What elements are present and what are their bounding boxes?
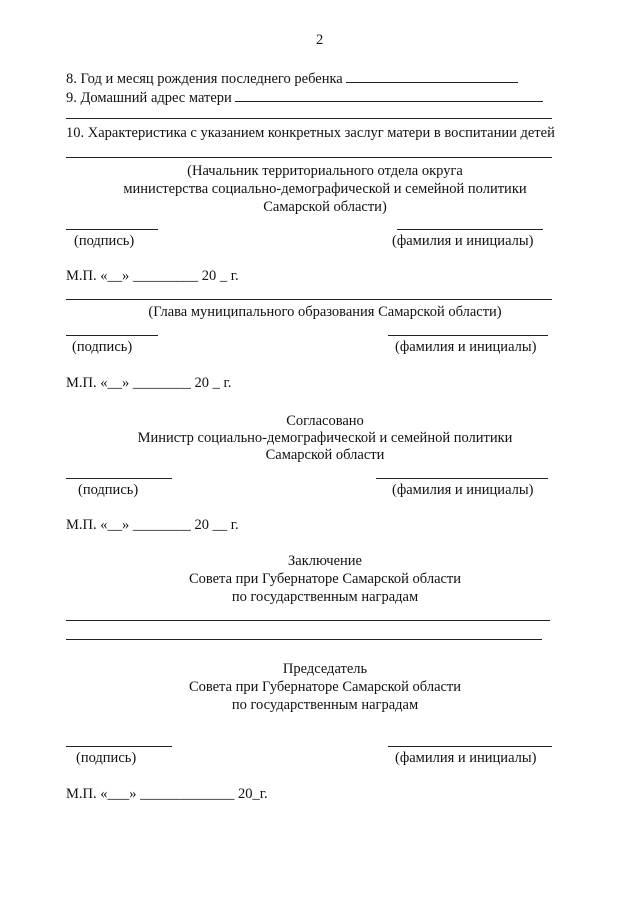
block4-line2: Совета при Губернаторе Самарской области (188, 571, 462, 587)
item-8-label: 8. Год и месяц рождения последнего ребенка (66, 70, 518, 88)
signature-line-4 (66, 746, 172, 747)
name-label-3: (фамилия и инициалы) (392, 482, 534, 498)
item-10-line (66, 157, 552, 158)
block3-line1: Согласовано (286, 413, 364, 429)
mp-line-4: М.П. «___» _____________ 20_г. (66, 786, 268, 802)
item-10-label: 10. Характеристика с указанием конкретных заслуг матери в воспитании детей (66, 125, 555, 141)
page-number: 2 (316, 32, 324, 48)
name-label-2: (фамилия и инициалы) (395, 339, 537, 355)
block1-line3: Самарской области) (263, 199, 387, 215)
conclusion-line-2 (66, 639, 542, 640)
item-9-blank (235, 89, 543, 102)
conclusion-line-1 (66, 620, 550, 621)
block1-line2: министерства социально-демографической и семейной политики (123, 181, 527, 197)
block2-title: (Глава муниципального образования Самарской области) (148, 304, 502, 320)
name-label-4: (фамилия и инициалы) (395, 750, 537, 766)
name-label-1: (фамилия и инициалы) (392, 233, 534, 249)
name-line-4 (388, 746, 552, 747)
signature-line-2 (66, 335, 158, 336)
block4-line1: Заключение (288, 553, 362, 569)
block3-line3: Самарской области (265, 447, 385, 463)
block3-line2: Министр социально-демографической и семейной политики (137, 430, 513, 446)
block1-line1: (Начальник территориального отдела округа (187, 163, 463, 179)
mp-line-2: М.П. «__» ________ 20 _ г. (66, 375, 232, 391)
name-line-1 (397, 229, 543, 230)
block5-line3: по государственным наградам (231, 697, 419, 713)
mp-line-3: М.П. «__» ________ 20 __ г. (66, 517, 239, 533)
item-9-continuation-line (66, 118, 552, 119)
item-8-blank (346, 70, 518, 83)
signature-label-2: (подпись) (72, 339, 133, 355)
signature-label-3: (подпись) (78, 482, 139, 498)
signature-label-1: (подпись) (74, 233, 135, 249)
item-9-label: 9. Домашний адрес матери (66, 89, 543, 107)
signature-line-3 (66, 478, 172, 479)
mp-line-1: М.П. «__» _________ 20 _ г. (66, 268, 239, 284)
name-line-3 (376, 478, 548, 479)
block2-top-line (66, 299, 552, 300)
name-line-2 (388, 335, 548, 336)
block5-line2: Совета при Губернаторе Самарской области (188, 679, 462, 695)
block4-line3: по государственным наградам (231, 589, 419, 605)
block5-line1: Председатель (282, 661, 368, 677)
signature-label-4: (подпись) (76, 750, 137, 766)
signature-line-1 (66, 229, 158, 230)
